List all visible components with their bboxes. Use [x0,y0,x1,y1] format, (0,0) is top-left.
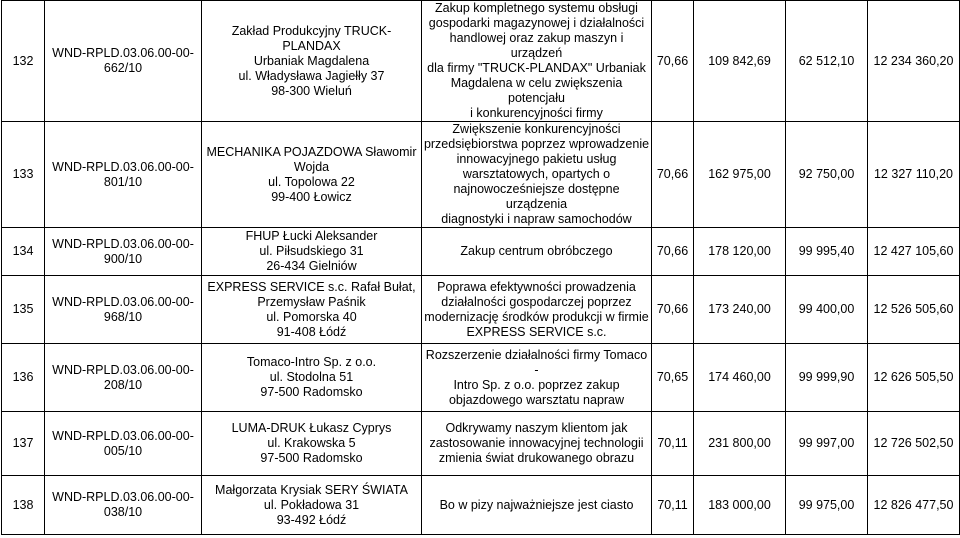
application-code-prefix: WND-RPLD.03.06.00-00- [52,294,194,309]
project-title-line: Magdalena w celu zwiększenia potencjału [450,76,623,105]
cumulative-funding-cell: 12 526 505,60 [868,276,960,344]
application-code-suffix: 208/10 [103,377,143,392]
project-title-cell [422,228,652,276]
project-title-cell [422,1,652,122]
score-cell: 70,66 [652,122,694,228]
project-title-line: Zakup kompletnego systemu obsługi [435,1,638,15]
total-value-cell: 173 240,00 [694,276,786,344]
beneficiary-cell [202,122,422,228]
application-code-prefix: WND-RPLD.03.06.00-00- [52,490,194,504]
table-body [2,1,960,535]
row-number-cell: 133 [2,122,45,228]
application-code-suffix: 038/10 [103,505,143,519]
funding-cell: 99 999,90 [786,344,868,412]
application-code-suffix: 900/10 [103,251,143,266]
total-value-cell: 183 000,00 [694,476,786,535]
project-title-line: Zakup centrum obróbczego [460,244,613,258]
funding-cell: 99 975,00 [786,476,868,535]
project-title-line: gospodarki magazynowej i działalności [428,16,645,30]
application-code-cell [45,476,202,535]
beneficiary-line: 98-300 Wieluń [271,83,352,98]
beneficiary-line: Urbaniak Magdalena [253,53,370,68]
beneficiary-line: 97-500 Radomsko [260,385,363,399]
row-number-cell: 136 [2,344,45,412]
funding-cell: 99 995,40 [786,228,868,276]
row-number-cell: 138 [2,476,45,535]
table-row [2,1,960,122]
beneficiary-line: ul. Topolowa 22 [268,174,355,189]
total-value-cell: 109 842,69 [694,1,786,122]
application-code-cell [45,228,202,276]
application-code-suffix: 005/10 [103,443,143,458]
cumulative-funding-cell: 12 327 110,20 [868,122,960,228]
total-value-cell: 231 800,00 [694,412,786,476]
ranking-table [1,0,960,535]
funding-cell: 99 997,00 [786,412,868,476]
application-code-cell [45,276,202,344]
project-title-line: najnowocześniejsze dostępne urządzenia [453,182,620,211]
table-row [2,476,960,535]
application-code-suffix: 968/10 [103,309,143,324]
funding-cell: 92 750,00 [786,122,868,228]
beneficiary-cell [202,412,422,476]
beneficiary-line: ul. Stodolna 51 [269,370,354,384]
project-title-line: innowacyjnego pakietu usług [456,152,617,166]
row-number-cell: 135 [2,276,45,344]
beneficiary-line: 91-408 Łódź [276,324,347,339]
application-code-prefix: WND-RPLD.03.06.00-00- [52,46,194,60]
beneficiary-cell [202,228,422,276]
beneficiary-line: ul. Pokładowa 31 [263,497,360,512]
table-row [2,228,960,276]
beneficiary-line: ul. Władysława Jagiełły 37 [238,68,385,83]
table-row [2,122,960,228]
beneficiary-line: EXPRESS SERVICE s.c. Rafał Bułat, [207,279,416,294]
score-cell: 70,66 [652,1,694,122]
total-value-cell: 178 120,00 [694,228,786,276]
beneficiary-cell [202,276,422,344]
beneficiary-line: ul. Krakowska 5 [267,436,356,450]
project-title-line: przedsiębiorstwa poprzez wprowadzenie [423,137,650,151]
project-title-line: EXPRESS SERVICE s.c. [466,324,607,339]
project-title-line: Zwiększenie konkurencyjności [452,122,621,136]
cumulative-funding-cell: 12 826 477,50 [868,476,960,535]
project-title-line: modernizację środków produkcji w firmie [424,309,649,324]
funding-cell: 62 512,10 [786,1,868,122]
project-title-cell [422,122,652,228]
table-row [2,344,960,412]
project-title-cell [422,476,652,535]
table-row [2,276,960,344]
cumulative-funding-cell: 12 626 505,50 [868,344,960,412]
beneficiary-line: Tomaco-Intro Sp. z o.o. [246,355,377,369]
total-value-cell: 162 975,00 [694,122,786,228]
beneficiary-line: 97-500 Radomsko [260,451,363,465]
project-title-line: zmienia świat drukowanego obrazu [438,451,635,465]
cumulative-funding-cell: 12 726 502,50 [868,412,960,476]
score-cell: 70,66 [652,276,694,344]
application-code-prefix: WND-RPLD.03.06.00-00- [52,159,194,174]
project-title-line: diagnostyki i napraw samochodów [441,212,632,226]
beneficiary-line: Małgorzata Krysiak SERY ŚWIATA [215,482,408,497]
project-title-cell [422,276,652,344]
application-code-suffix: 662/10 [103,61,143,75]
beneficiary-line: FHUP Łucki Aleksander [245,229,378,243]
cumulative-funding-cell: 12 427 105,60 [868,228,960,276]
application-code-cell [45,122,202,228]
beneficiary-line: MECHANIKA POJAZDOWA Sławomir [206,144,417,159]
beneficiary-cell [202,1,422,122]
application-code-prefix: WND-RPLD.03.06.00-00- [52,362,194,377]
project-title-cell [422,344,652,412]
application-code-prefix: WND-RPLD.03.06.00-00- [52,428,194,443]
application-code-prefix: WND-RPLD.03.06.00-00- [52,236,194,251]
project-title-line: Bo w pizy najważniejsze jest ciasto [439,497,634,512]
project-title-line: objazdowego warsztatu napraw [448,392,625,407]
score-cell: 70,66 [652,228,694,276]
funding-cell: 99 400,00 [786,276,868,344]
application-code-cell [45,344,202,412]
total-value-cell: 174 460,00 [694,344,786,412]
beneficiary-line: Wojda [293,159,330,174]
project-title-line: warsztatowych, opartych o [462,167,611,181]
project-title-line: działalności gospodarczej poprzez [441,294,632,309]
table-row [2,412,960,476]
project-title-line: dla firmy "TRUCK-PLANDAX" Urbaniak [427,61,646,75]
project-title-line: Rozszerzenie działalności firmy Tomaco - [425,347,648,377]
project-title-line: zastosowanie innowacyjnej technologii [429,436,644,450]
score-cell: 70,65 [652,344,694,412]
project-title-line: Poprawa efektywności prowadzenia [437,279,636,294]
row-number-cell: 132 [2,1,45,122]
cumulative-funding-cell: 12 234 360,20 [868,1,960,122]
beneficiary-line: 93-492 Łódź [276,512,347,527]
application-code-cell [45,1,202,122]
score-cell: 70,11 [652,412,694,476]
beneficiary-line: ul. Pomorska 40 [266,309,357,324]
project-title-line: Intro Sp. z o.o. poprzez zakup [453,377,620,392]
application-code-cell [45,412,202,476]
beneficiary-line: Zakład Produkcyjny TRUCK-PLANDAX [231,23,392,53]
beneficiary-line: 99-400 Łowicz [271,189,352,204]
beneficiary-line: ul. Piłsudskiego 31 [259,244,364,258]
beneficiary-cell [202,344,422,412]
score-cell: 70,11 [652,476,694,535]
project-title-line: handlowej oraz zakup maszyn i urządzeń [449,31,624,60]
beneficiary-cell [202,476,422,535]
beneficiary-line: LUMA-DRUK Łukasz Cyprys [231,421,392,435]
row-number-cell: 137 [2,412,45,476]
application-code-suffix: 801/10 [103,174,143,189]
project-title-cell [422,412,652,476]
beneficiary-line: Przemysław Paśnik [257,294,366,309]
project-title-line: Odkrywamy naszym klientom jak [445,421,628,435]
beneficiary-line: 26-434 Gielniów [266,259,357,273]
row-number-cell: 134 [2,228,45,276]
project-title-line: i konkurencyjności firmy [470,106,603,120]
